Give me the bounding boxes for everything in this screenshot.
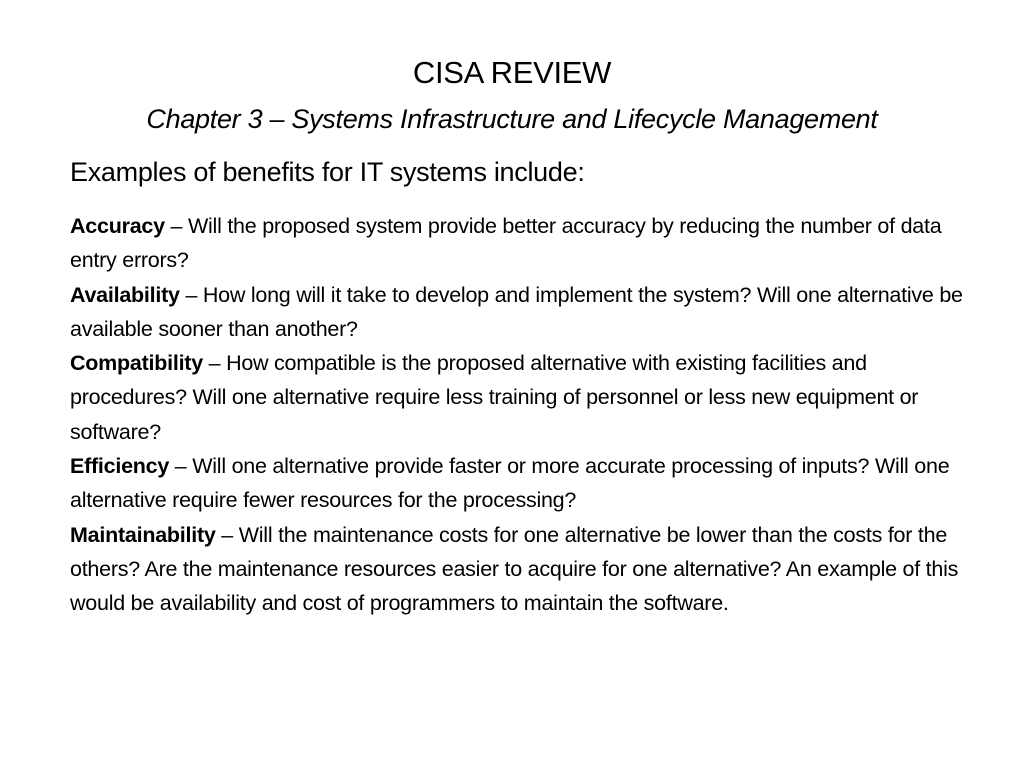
benefit-term: Accuracy bbox=[70, 214, 165, 238]
benefit-term: Efficiency bbox=[70, 454, 170, 479]
benefit-description: – Will one alternative provide faster or more accurate processing of inputs? Will one alternative require fewer resources for the processing? bbox=[70, 454, 950, 513]
benefit-term: Availability bbox=[70, 282, 180, 307]
benefit-term: Compatibility bbox=[70, 351, 203, 376]
benefit-description: – How long will it take to develop and implement the system? Will one alternative be available sooner than another? bbox=[70, 282, 963, 341]
benefit-description: – Will the maintenance costs for one alternative be lower than the costs for the others? Are the maintenance resources easier to acquire for one alternative? An example of this would be availability and cost of programmers to maintain the software. bbox=[70, 522, 959, 616]
slide-subtitle: Chapter 3 – Systems Infrastructure and Lifecycle Management bbox=[146, 104, 878, 134]
benefit-description: – Will the proposed system provide better accuracy by reducing the number of data entry errors? bbox=[70, 214, 942, 273]
benefits-list bbox=[70, 209, 970, 621]
intro-text: Examples of benefits for IT systems include: bbox=[70, 157, 585, 187]
benefit-term: Maintainability bbox=[70, 522, 216, 547]
benefit-item-efficiency bbox=[70, 449, 970, 518]
benefit-item-accuracy bbox=[70, 209, 970, 278]
benefit-item-availability bbox=[70, 278, 970, 347]
benefit-item-compatibility bbox=[70, 346, 970, 449]
slide-title: CISA REVIEW bbox=[412, 55, 612, 90]
benefit-item-maintainability bbox=[70, 518, 970, 621]
benefit-description: – How compatible is the proposed alternative with existing facilities and procedures? Will one alternative require less training of personnel or less new equipment or software? bbox=[70, 351, 919, 444]
